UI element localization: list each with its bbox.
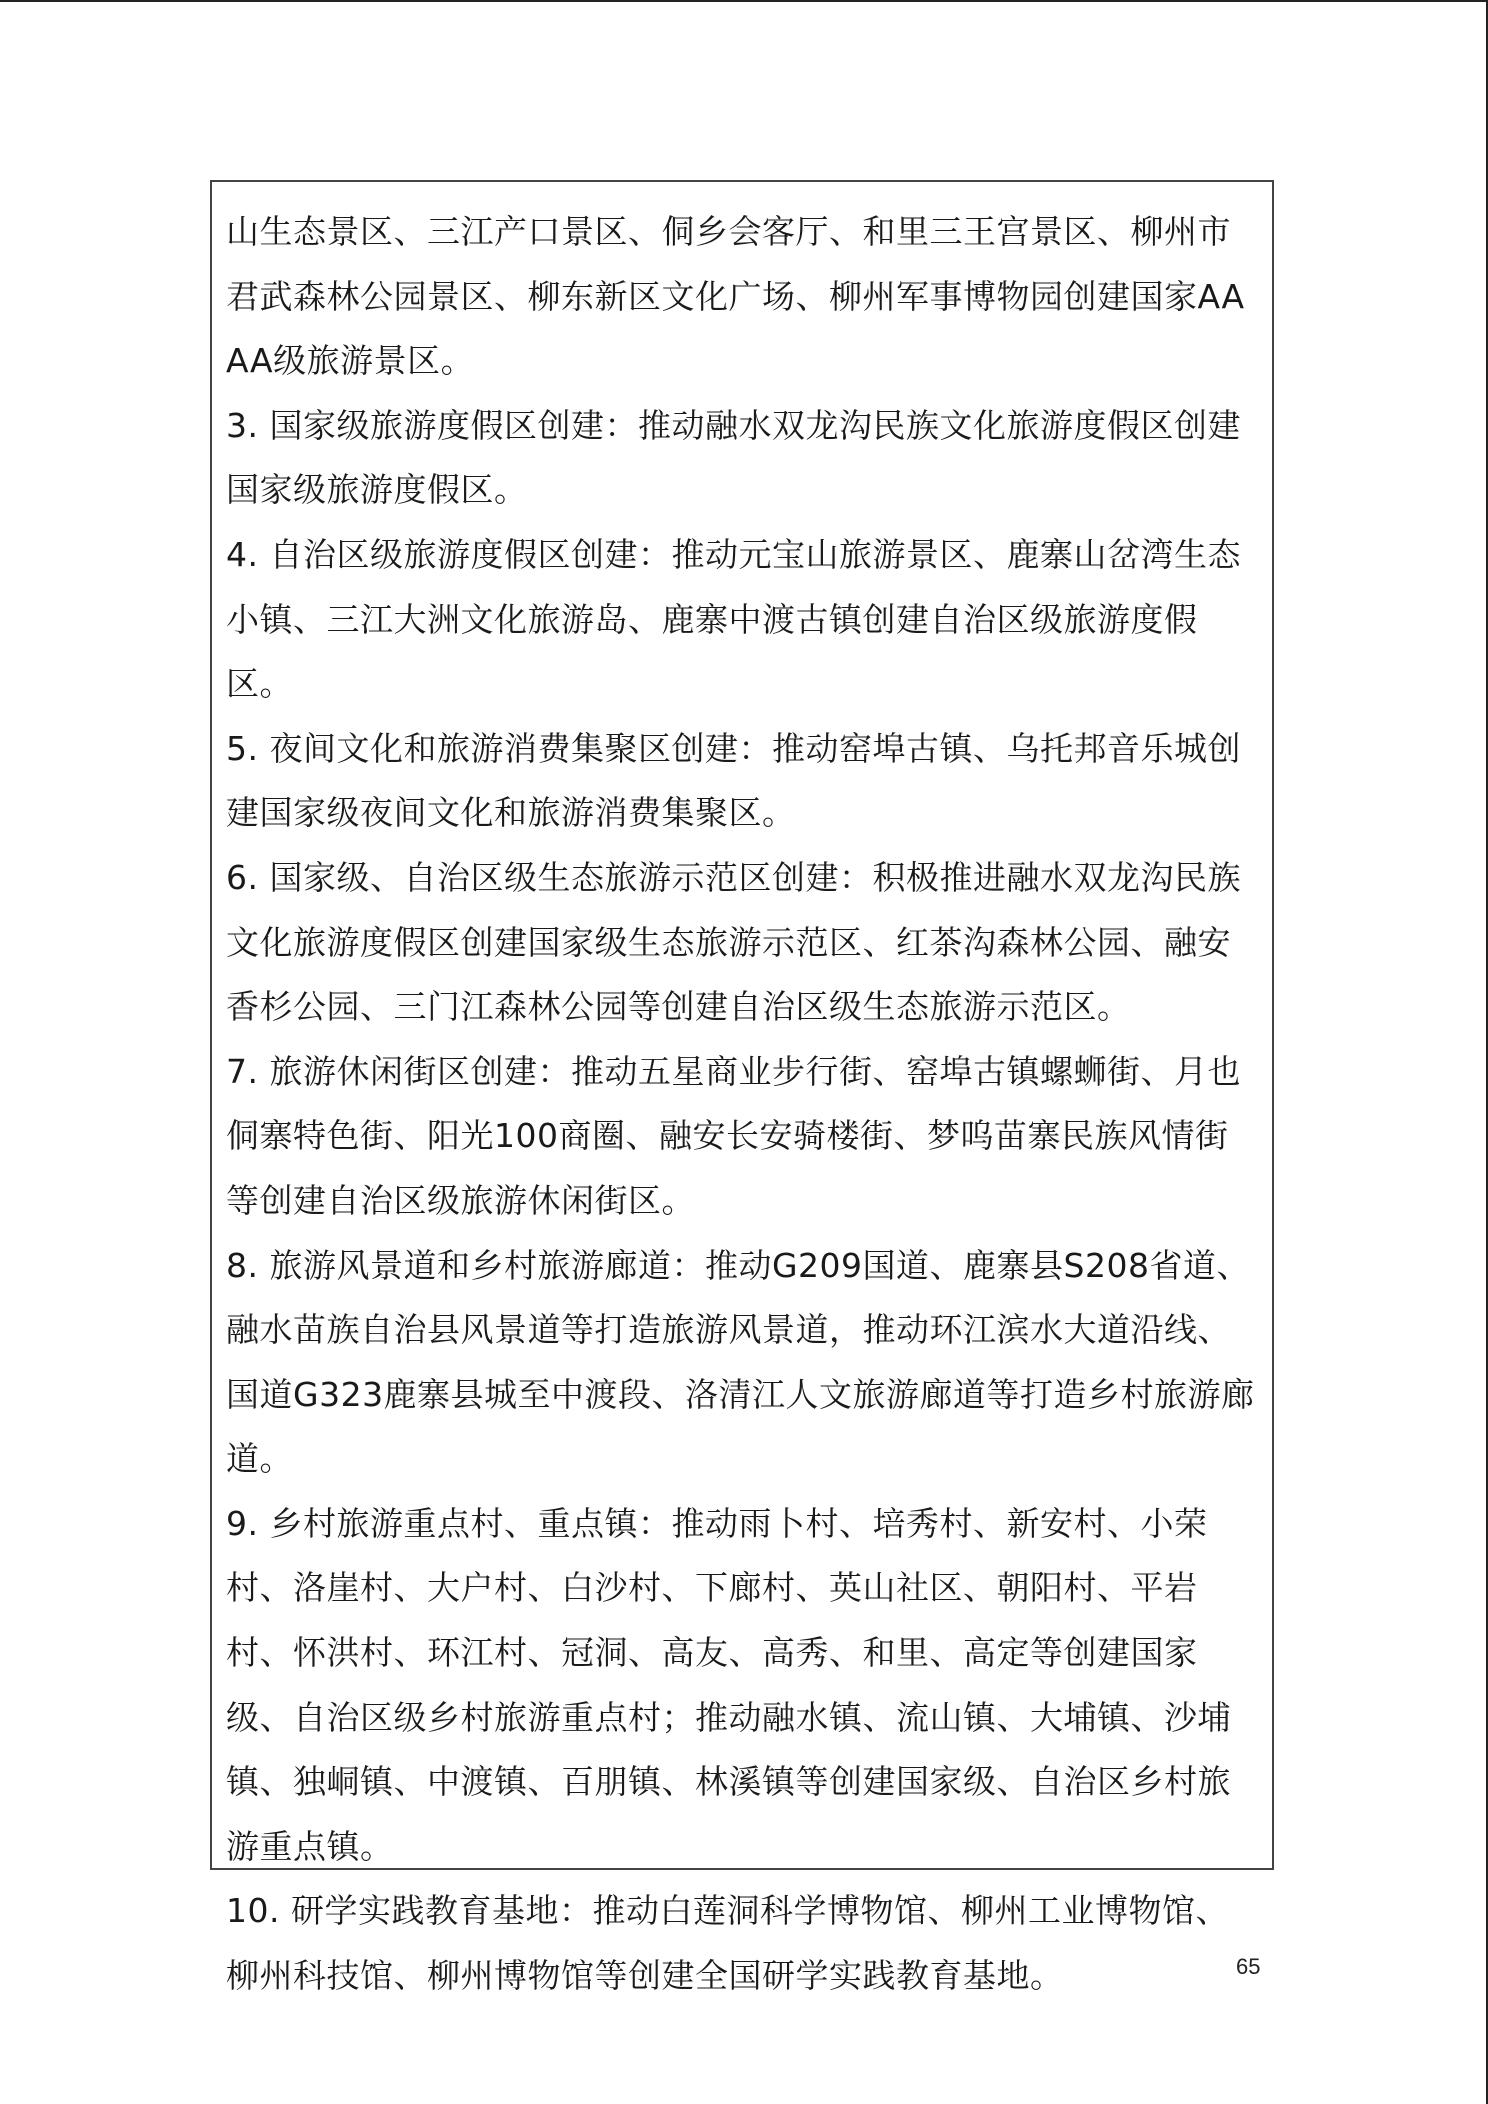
paragraph-item-4: 4. 自治区级旅游度假区创建：推动元宝山旅游景区、鹿寨山岔湾生态小镇、三江大洲文化旅游岛、鹿寨中渡古镇创建自治区级旅游度假区。 [226, 534, 1241, 704]
paragraph-item-8: 8. 旅游风景道和乡村旅游廊道：推动G209国道、鹿寨县S208省道、融水苗族自治县风景道等打造旅游风景道，推动环江滨水大道沿线、国道G323鹿寨县城至中渡段、洛清江人文旅游廊道等打造乡村旅游廊道。 [226, 1245, 1255, 1479]
page-top-border [0, 0, 1488, 2]
paragraph-item-9: 9. 乡村旅游重点村、重点镇：推动雨卜村、培秀村、新安村、小荣村、洛崖村、大户村、白沙村、下廊村、英山社区、朝阳村、平岩村、怀洪村、环江村、冠洞、高友、高秀、和里、高定等创建国家级、自治区级乡村旅游重点村；推动融水镇、流山镇、大埔镇、沙埔镇、独峒镇、中渡镇、百朋镇、林溪镇等创建国家级、自治区乡村旅游重点镇。 [226, 1503, 1231, 1866]
paragraph-item-6: 6. 国家级、自治区级生态旅游示范区创建：积极推进融水双龙沟民族文化旅游度假区创建国家级生态旅游示范区、红茶沟森林公园、融安香杉公园、三门江森林公园等创建自治区级生态旅游示范区。 [226, 857, 1241, 1027]
paragraph-continuation: 山生态景区、三江产口景区、侗乡会客厅、和里三王宫景区、柳州市君武森林公园景区、柳东新区文化广场、柳州军事博物园创建国家AAAA级旅游景区。 [226, 212, 1245, 381]
paragraph-item-7: 7. 旅游休闲街区创建：推动五星商业步行街、窑埠古镇螺蛳街、月也侗寨特色街、阳光100商圈、融安长安骑楼街、梦呜苗寨民族风情街等创建自治区级旅游休闲街区。 [226, 1051, 1241, 1220]
paragraph-item-5: 5. 夜间文化和旅游消费集聚区创建：推动窑埠古镇、乌托邦音乐城创建国家级夜间文化和旅游消费集聚区。 [226, 728, 1241, 833]
paragraph-item-3: 3. 国家级旅游度假区创建：推动融水双龙沟民族文化旅游度假区创建国家级旅游度假区。 [226, 405, 1241, 510]
page-number: 65 [1236, 1954, 1261, 1979]
paragraph-item-10: 10. 研学实践教育基地：推动白莲洞科学博物馆、柳州工业博物馆、柳州科技馆、柳州博物馆等创建全国研学实践教育基地。 [226, 1891, 1229, 1996]
